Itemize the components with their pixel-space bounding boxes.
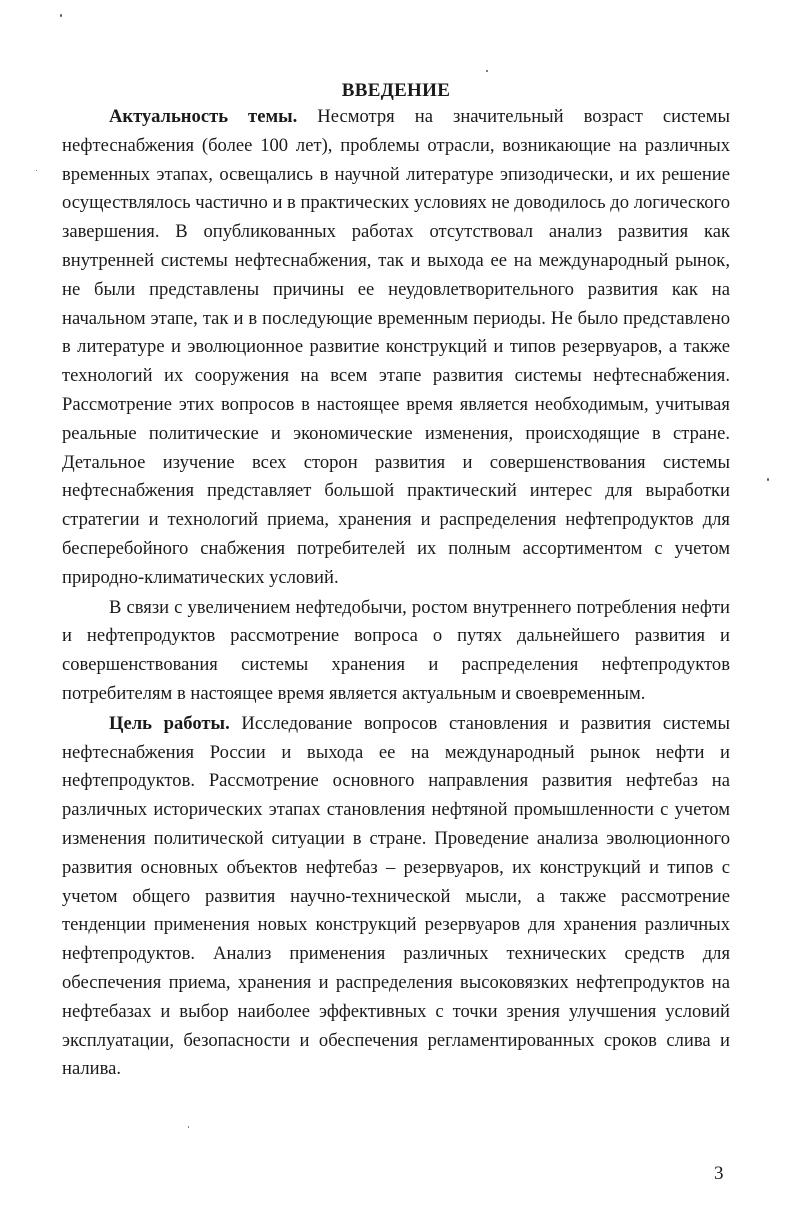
paragraph-relevance — [62, 103, 730, 593]
scan-speck — [486, 70, 488, 72]
page-number: 3 — [714, 1163, 724, 1184]
scan-speck — [36, 170, 37, 171]
scan-speck — [60, 14, 62, 17]
section-heading: ВВЕДЕНИЕ — [341, 80, 451, 101]
scan-speck — [188, 1126, 189, 1128]
paragraph-lead: Цель работы. — [109, 712, 230, 734]
document-page — [62, 78, 730, 1084]
paragraph-text: Несмотря на значительный возраст системы нефтеснабжения (более 100 лет), проблемы отрасли, возникающие на различных временных этапах, освещались в научной литературе эпизодически, и их решение осуществлялось частично и в практических условиях не доводилось до логического завершения. В опубликованных работах отсутствовал анализ развития как внутренней системы нефтеснабжения, так и выхода ее на международный рынок, не были представлены причины ее неудовлетворительного развития как на начальном этапе, так и в последующие временным периоды. Не было представлено в литературе и эволюционное развитие конструкций и типов резервуаров, а также технологий их сооружения на всем этапе развития системы нефтеснабжения. Рассмотрение этих вопросов в настоящее время является необходимым, учитывая реальные политические и экономические изменения, происходящие в стране. Детальное изучение всех сторон развития и совершенствования системы нефтеснабжения представляет большой практический интерес для выработки стратегии и технологий приема, хранения и распределения нефтепродуктов для бесперебойного снабжения потребителей их полным ассортиментом с учетом природно-климатических условий. — [62, 106, 731, 588]
paragraph-context — [62, 594, 730, 709]
paragraph-goal — [62, 710, 730, 1084]
scan-speck — [767, 478, 769, 481]
paragraph-lead: Актуальность темы. — [109, 106, 298, 127]
paragraph-text: Исследование вопросов становления и развития системы нефтеснабжения России и выхода ее на международный рынок нефти и нефтепродуктов. Рассмотрение основного направления развития нефтебаз на различных исторических этапах становления нефтяной промышленности с учетом изменения политической ситуации в стране. Проведение анализа эволюционного развития основных объектов нефтебаз – резервуаров, их конструкций и типов с учетом общего развития научно-технической мысли, а также рассмотрение тенденции применения новых конструкций резервуаров для хранения различных нефтепродуктов. Анализ применения различных технических средств для обеспечения приема, хранения и распределения высоковязких нефтепродуктов на нефтебазах и выбор наиболее эффективных с точки зрения улучшения условий эксплуатации, безопасности и обеспечения регламентированных сроков слива и налива. — [62, 712, 730, 1080]
paragraph-text: В связи с увеличением нефтедобычи, ростом внутреннего потребления нефти и нефтепродуктов рассмотрение вопроса о путях дальнейшего развития и совершенствования системы хранения и распределения нефтепродуктов потребителям в настоящее время является актуальным и своевременным. — [62, 596, 730, 704]
